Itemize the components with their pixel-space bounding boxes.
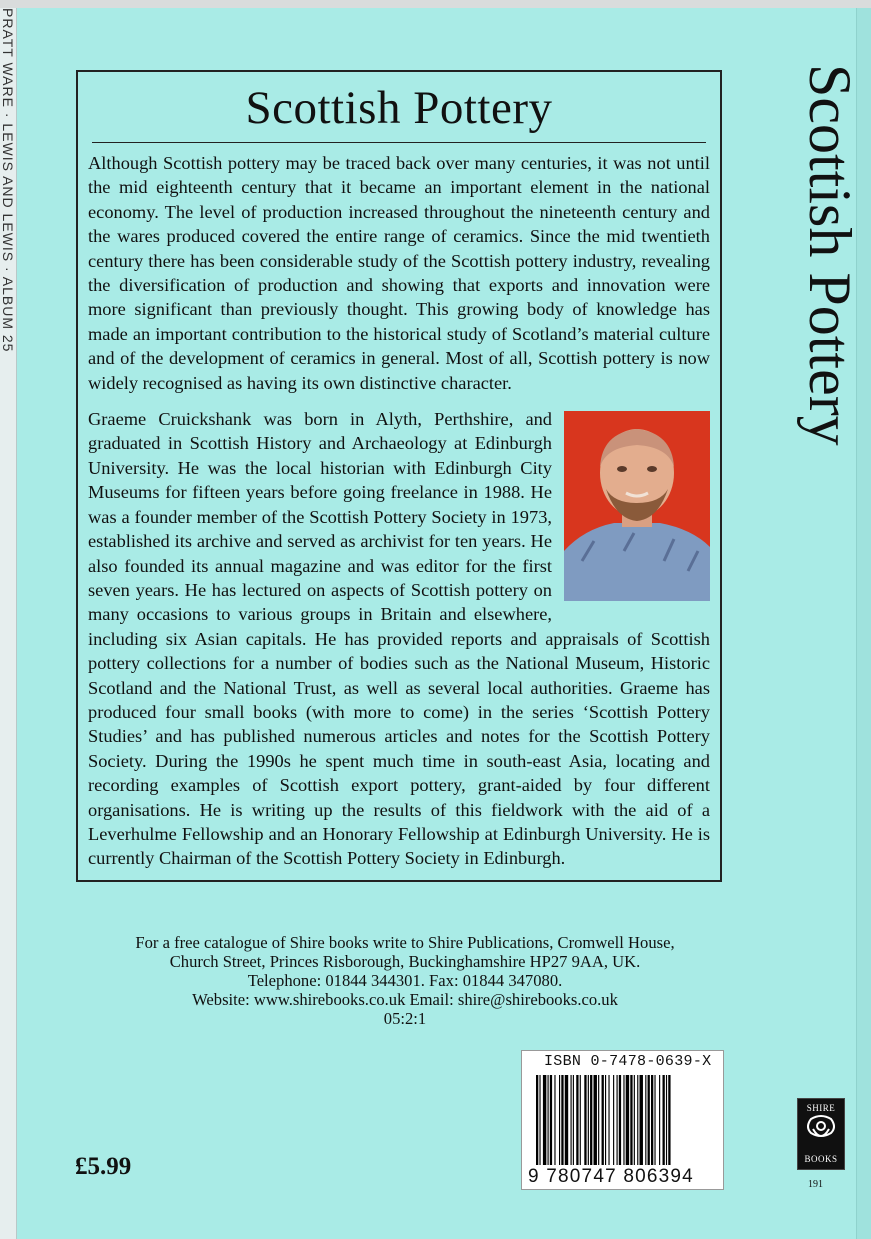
publisher-line-1: For a free catalogue of Shire books write to Shire Publications, Cromwell House,: [135, 933, 675, 952]
barcode-bar: [550, 1075, 552, 1165]
barcode-bar: [613, 1075, 614, 1165]
barcode-bar: [654, 1075, 655, 1165]
barcode-bar: [559, 1075, 560, 1165]
barcode-bar: [543, 1075, 546, 1165]
logo-bottom-text: BOOKS: [804, 1154, 838, 1164]
barcode-bar: [630, 1075, 632, 1165]
barcode-bar: [605, 1075, 606, 1165]
barcode-bar: [608, 1075, 609, 1165]
publisher-line-3: Telephone: 01844 344301. Fax: 01844 347080.: [247, 971, 563, 990]
barcode-bar: [588, 1075, 589, 1165]
publisher-line-2: Church Street, Princes Risborough, Buckinghamshire HP27 9AA, UK.: [169, 952, 641, 971]
barcode-bar: [663, 1075, 665, 1165]
barcode-bar: [590, 1075, 592, 1165]
barcode-bar: [637, 1075, 638, 1165]
author-portrait-illustration: [564, 411, 710, 601]
barcode-bar: [659, 1075, 660, 1165]
barcode-bar: [561, 1075, 563, 1165]
knot-emblem-icon: [807, 1113, 835, 1147]
barcode-bar: [598, 1075, 599, 1165]
publisher-line-5: 05:2:1: [383, 1009, 427, 1028]
barcode-bar: [571, 1075, 572, 1165]
isbn-text: ISBN 0-7478-0639-X: [544, 1053, 712, 1070]
barcode-digits: 9 780747 806394: [528, 1166, 694, 1187]
barcode-bar: [536, 1075, 538, 1165]
top-edge-strip: [0, 0, 871, 8]
barcode-bar: [648, 1075, 650, 1165]
barcode-bar: [666, 1075, 667, 1165]
author-photo: [564, 411, 710, 601]
barcode-bar: [617, 1075, 618, 1165]
barcode-bar: [623, 1075, 624, 1165]
barcode-bar: [565, 1075, 568, 1165]
barcode-bar: [640, 1075, 643, 1165]
barcode-bar: [619, 1075, 621, 1165]
side-vertical-title: Scottish Pottery: [797, 64, 863, 446]
publisher-info: [60, 933, 750, 1028]
price: £5.99: [75, 1153, 132, 1180]
barcode-bar: [645, 1075, 646, 1165]
author-bio: Graeme Cruickshank was born in Alyth, Perthshire, and graduated in Scottish History and Archaeology at Edinburgh University. He was the local historian with Edinburgh City Museums for fifteen years before going freelance in 1988. He was a founder member of the Scottish Pottery Society in 1973, established its archive and served as archivist for ten years. He also founded its annual magazine and was editor for the first seven years. He has lectured on aspects of Scottish pottery on many occasions to various groups in Britain and elsewhere, including six Asian capitals. He has provided reports and appraisals of Scottish pottery collections for a number of bodies such as the National Museum, Historic Scotland and the National Trust, as well as several local authorities. Graeme has produced four small books (with more to come) in the series ‘Scottish Pottery Studies’ and has published numerous articles and notes for the Scottish Pottery Society. During the 1990s he spent much time in south-east Asia, locating and recording examples of Scottish export pottery, grant-aided by four different organisations. He is writing up the results of this fieldwork with the aid of a Leverhulme Fellowship and an Honorary Fellowship at Edinburgh University. He is currently Chairman of the Scottish Pottery Society in Edinburgh.: [88, 409, 710, 869]
barcode-bar: [539, 1075, 540, 1165]
title-divider: [92, 142, 706, 143]
author-bio-block: [88, 407, 710, 871]
series-number: 191: [808, 1179, 823, 1190]
barcode-bar: [548, 1075, 549, 1165]
book-description: Although Scottish pottery may be traced back over many centuries, it was not until the mid eighteenth century that it became an important element in the national economy. The level of production increased throughout the nineteenth century and the wares produced covered the entire range of ceramics. Since the mid twentieth century there has been considerable study of the Scottish pottery industry, revealing the diversification of production and showing that exports and innovation were more significant than previously thought. This growing body of knowledge has made an important contribution to the historical study of Scotland’s material culture and of the development of ceramics in general. Most of all, Scottish pottery is now widely recognised as having its own distinctive character.: [88, 153, 710, 393]
barcode-bar: [602, 1075, 604, 1165]
barcode-bar: [668, 1075, 670, 1165]
adjacent-book-spine: [0, 8, 17, 1239]
barcode-bar: [651, 1075, 653, 1165]
barcode-bar: [594, 1075, 597, 1165]
panel-title: Scottish Pottery: [245, 82, 553, 134]
barcode-bar: [576, 1075, 578, 1165]
barcode-bar: [626, 1075, 629, 1165]
barcode-bar: [584, 1075, 586, 1165]
logo-top-text: SHIRE: [806, 1103, 836, 1113]
adjacent-spine-text: PRATT WARE · LEWIS AND LEWIS · ALBUM 25: [0, 8, 16, 353]
shire-books-logo: [797, 1098, 845, 1170]
barcode-bar: [573, 1075, 574, 1165]
barcode-bars: [536, 1075, 711, 1165]
barcode-bar: [634, 1075, 635, 1165]
publisher-line-4: Website: www.shirebooks.co.uk Email: shire@shirebooks.co.uk: [192, 990, 618, 1009]
blurb-panel: [76, 70, 722, 882]
barcode-bar: [554, 1075, 555, 1165]
barcode-bar: [580, 1075, 581, 1165]
barcode-box: [521, 1050, 724, 1190]
